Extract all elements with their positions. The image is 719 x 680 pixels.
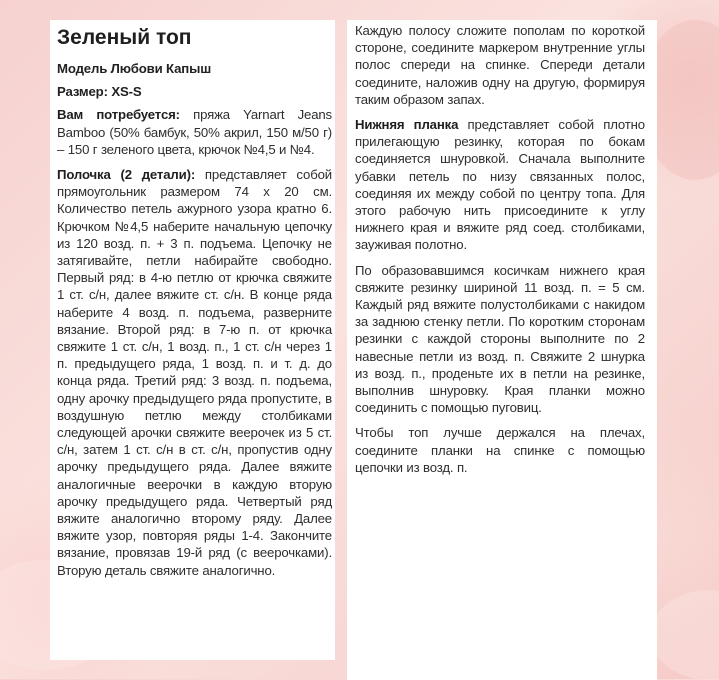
size-line — [57, 83, 332, 100]
ribbing-paragraph: По образовавшимся косичкам нижнего края свяжите резинку шириной 11 возд. п. = 5 см. Каждый ряд вяжите полустолбиками с накидом за заднюю стенку петли. По коротким сторонам резинки с каждой стороны выполните по 2 навесные петли из возд. п. Свяжите 2 шнурка из возд. п., проденьте их в петли на резинке, выполнив шнуровку. Края планки можно соединить с помощью пуговиц. — [355, 262, 645, 416]
materials-paragraph — [57, 106, 332, 158]
right-column — [355, 22, 645, 484]
front-piece-text: представляет собой прямоугольник размером 74 х 20 см. Количество петель ажурного узора кратно 6. Крючком №4,5 наберите начальную цепочку из 120 возд. п. + 3 п. подъема. Цепочку не затягивайте, петли набирайте свободно. Первый ряд: в 4-ю петлю от крючка свяжите 1 ст. с/н, далее вяжите ст. с/н. В конце ряда наберите 4 возд. п. подъема, разверните вязание. Второй ряд: в 7-ю п. от крючка свяжите 1 ст. с/н, 1 возд. п., 1 ст. с/н через 1 п. предыдущего ряда, 1 возд. п. и т. д. до конца ряда. Третий ряд: 3 возд. п. подъема, одну арочку предыдущего ряда пропустите, в воздушную петлю между столбиками следующей арочки свяжите веерочек из 5 ст. с/н, затем 1 ст. с/н в ст. с/н, пропустив одну арочку предыдущего ряда. Далее вяжите аналогичные веерочки в каждую вторую арочку предыдущего ряда. Четвертый ряд вяжите аналогично второму ряду. Далее вяжите узор, повторяя ряды 1-4. Закончите вязание, провязав 19-й ряд (с веерочками). Вторую деталь свяжите аналогично. — [57, 167, 332, 578]
background-petal — [650, 590, 719, 680]
assembly-paragraph: Каждую полосу сложите пополам по короткой стороне, соедините маркером внутренние углы полос спереди на спинке. Спереди детали соедините, наложив одну на другую, формируя таким образом запах. — [355, 23, 645, 107]
front-piece-paragraph — [57, 166, 332, 579]
size-value: XS-S — [111, 84, 142, 100]
front-piece-label: Полочка (2 детали): — [57, 167, 196, 183]
shoulder-paragraph: Чтобы топ лучше держался на плечах, соедините планки на спинке с помощью цепочки из возд. п. — [355, 425, 645, 475]
bottom-band-label: Нижняя планка — [355, 117, 459, 133]
materials-text: пряжа Yarnart Jeans Bamboo (50% бамбук, 50% акрил, 150 м/50 г) – 150 г зеленого цвета, крючок №4,5 и №4. — [57, 107, 333, 157]
left-column — [57, 26, 332, 587]
bottom-band-text: представляет собой плотно прилегающую резинку, которая по бокам соединяется шнуровкой. Сначала выполните убавки петель по низу связанных полос, соединяя их между собой по центру топа. Для этого рабочую нить присоедините к углу нижнего края и вяжите ряд соед. столбиками, зауживая полотно. — [355, 117, 645, 253]
size-label: Размер: — [57, 84, 108, 100]
article-title: Зеленый топ — [57, 26, 192, 49]
bottom-band-paragraph — [355, 116, 645, 254]
model-author: Модель Любови Капыш — [57, 61, 212, 76]
materials-label: Вам потребуется: — [57, 107, 180, 123]
